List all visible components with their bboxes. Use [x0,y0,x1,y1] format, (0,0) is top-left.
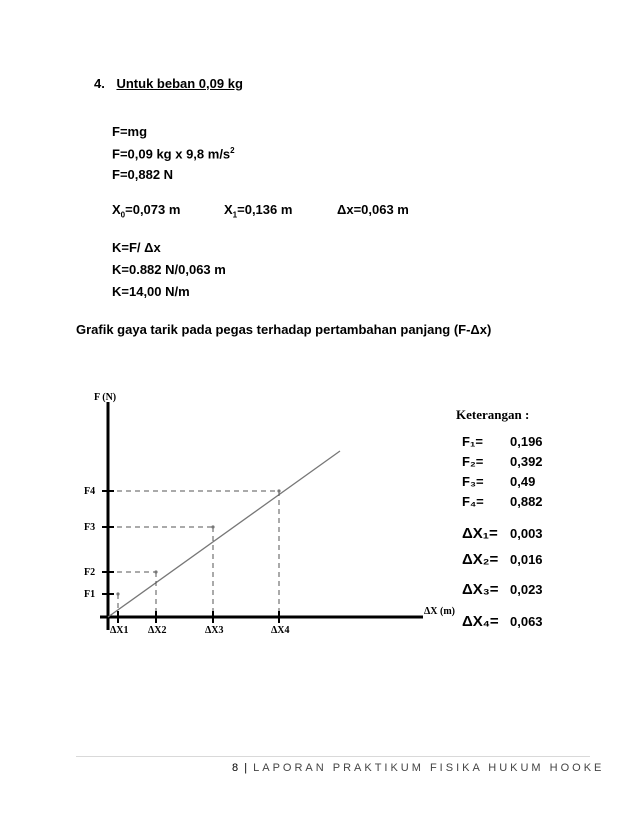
data-point-3 [211,525,214,528]
legend-value-2: 0,392 [510,454,543,469]
legend-value-1: 0,196 [510,434,543,449]
x-tick-label-1: ΔX1 [110,625,129,636]
y-tick-label-4: F4 [84,486,96,497]
legend-label-3: F₃= [462,474,484,489]
legend-label-8: ΔX₄= [462,613,499,630]
legend-value-8: 0,063 [510,614,543,629]
calc-k-2: K=0.882 N/0,063 m [112,262,226,277]
legend-value-4: 0,882 [510,494,543,509]
legend-label-6: ΔX₂= [462,551,499,568]
data-point-4 [277,489,280,492]
y-tick-label-2: F2 [84,567,96,578]
footer-title: LAPORAN PRAKTIKUM FISIKA HUKUM HOOKE [253,762,605,774]
data-point-2 [154,570,157,573]
legend-label-5: ΔX₁= [462,525,498,542]
footer-rule [76,756,590,757]
legend [462,434,543,630]
legend-value-7: 0,023 [510,582,543,597]
chart-marks [84,451,340,636]
series-line [108,451,340,617]
x1-symbol: X [224,202,233,217]
x1-number: =0,136 m [237,202,293,217]
legend-label-7: ΔX₃= [462,581,499,598]
x0-value [112,202,180,220]
x1-sub: 1 [232,210,238,220]
y-tick-label-1: F1 [84,589,96,600]
x-tick-label-2: ΔX2 [148,625,167,636]
section-number: 4. [94,76,105,91]
legend-value-3: 0,49 [510,474,536,489]
legend-label-1: F₁= [462,434,483,449]
legend-label-2: F₂= [462,454,484,469]
calc-line-2-sup: 2 [230,146,235,155]
x-tick-label-4: ΔX4 [271,625,290,636]
calc-line-2 [112,146,235,161]
data-point-1 [116,592,119,595]
y-axis-label: F (N) [94,392,117,403]
dx-value: Δx=0,063 m [337,202,409,217]
legend-title: Keterangan : [456,407,530,422]
legend-label-4: F₄= [462,494,484,509]
calc-line-3: F=0,882 N [112,167,174,182]
section-heading [94,76,243,91]
section-title: Untuk beban 0,09 kg [116,76,243,91]
footer-separator: | [244,762,248,774]
calc-k-3: K=14,00 N/m [112,284,190,299]
y-tick-label-3: F3 [84,522,96,533]
x0-number: =0,073 m [125,202,181,217]
page-number: 8 [232,762,239,774]
calc-line-1: F=mg [112,124,148,139]
x-axis-label: ΔX (m) [424,606,455,617]
x-tick-label-3: ΔX3 [205,625,224,636]
calc-k-1: K=F/ Δx [112,240,161,255]
force-extension-chart [78,382,578,642]
legend-value-5: 0,003 [510,526,543,541]
x0-symbol: X [112,202,121,217]
calc-line-2-text: F=0,09 kg x 9,8 m/s [112,146,231,162]
legend-value-6: 0,016 [510,552,543,567]
page-footer [232,762,604,774]
x1-value [224,202,292,220]
x0-sub: 0 [120,210,126,220]
figure-caption: Grafik gaya tarik pada pegas terhadap pertambahan panjang (F-Δx) [76,322,492,337]
